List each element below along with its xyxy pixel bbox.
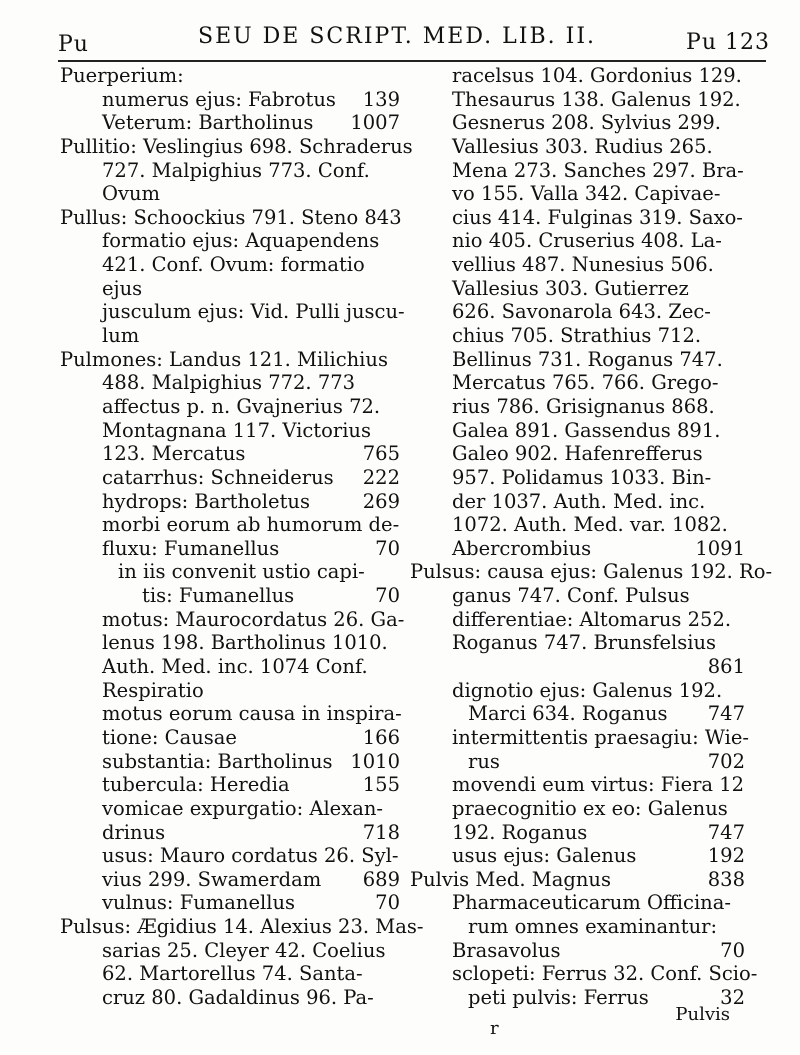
entry-page-ref: 192 [707,844,745,868]
right-column [410,64,773,1010]
entry-text: morbi eorum ab humorum de- [102,513,400,537]
entry-page-ref: 689 [362,867,400,891]
index-entry-line [410,442,745,466]
entry-text: 62. Martorellus 74. Santa- [102,962,363,986]
index-entry-line [410,135,745,159]
entry-page-ref: 747 [707,820,745,844]
index-entry-line [60,750,400,774]
entry-text: Marci 634. Roganus [468,702,668,726]
entry-text: 957. Polidamus 1033. Bin- [452,465,712,489]
entry-text: Vallesius 303. Gutierrez [452,276,689,300]
entry-text: Vallesius 303. Rudius 265. [452,134,713,158]
entry-text: ganus 747. Conf. Pulsus [452,584,690,608]
entry-page-ref: 1010 [350,749,400,773]
index-entry-line [410,348,745,372]
index-entry-line [60,206,400,230]
entry-page-ref: 1091 [695,536,745,560]
index-entry-line [60,88,400,112]
entry-text: Gesnerus 208. Sylvius 299. [452,111,721,135]
entry-text: nio 405. Cruserius 408. La- [452,229,722,253]
header-rule [58,60,766,62]
entry-text: ejus [102,276,143,300]
entry-text: peti pulvis: Ferrus [468,985,649,1009]
entry-text: affectus p. n. Gvajnerius 72. [102,394,381,418]
index-entry-line [410,182,745,206]
index-entry-line [410,277,745,301]
index-entry-line [60,111,400,135]
entry-page-ref: 718 [362,820,400,844]
index-entry-line [60,868,400,892]
index-entry-line [60,277,400,301]
index-entry-line [410,371,745,395]
entry-text: lum [102,324,140,348]
index-entry-line [60,844,400,868]
index-entry-line [60,986,400,1010]
index-entry-line [410,111,745,135]
index-entry-line [60,584,400,608]
index-entry-line [410,466,745,490]
entry-text: Galeo 902. Hafenrefferus [452,442,703,466]
index-entry-line [60,300,405,324]
entry-text: Galea 891. Gassendus 891. [452,418,721,442]
entry-text: Pulsus: Ægidius 14. Alexius 23. Mas- [60,915,424,939]
index-entry-line [60,159,400,183]
index-entry-line [410,821,745,845]
entry-text: Puerperium: [60,64,184,87]
index-entry-line [60,607,405,632]
entry-text: Pullitio: Veslingius 698. Schraderus [60,134,413,158]
entry-text: racelsus 104. Gordonius 129. [452,64,742,87]
entry-page-ref: 702 [707,749,745,773]
header-left: Pu [58,32,89,57]
index-entry-line [60,537,400,561]
index-entry-line [60,915,424,939]
entry-page-ref: 70 [375,584,400,608]
entry-text: Respiratio [102,678,204,702]
index-entry-line [410,537,745,561]
index-entry-line [410,324,745,348]
index-entry-line [410,88,745,112]
entry-text: Pulmones: Landus 121. Milichius [60,347,388,371]
entry-text: Ovum [102,182,161,206]
index-entry-line [410,229,745,253]
entry-text: formatio ejus: Aquapendens [102,229,380,253]
index-entry-line [60,773,400,797]
index-entry-line [60,64,400,88]
index-entry-line [410,206,745,230]
entry-page-ref: 765 [362,442,400,466]
entry-text: chius 705. Strathius 712. [452,324,702,348]
entry-text: usus ejus: Galenus [452,844,637,868]
index-entry-line [60,631,400,655]
index-entry-line [60,253,400,277]
index-entry-line [60,229,400,253]
index-entry-line [60,348,400,372]
index-entry-line [60,797,400,821]
catchword: Pulvis [675,1004,730,1025]
entry-page-ref: 139 [362,87,400,111]
entry-text: Thesaurus 138. Galenus 192. [452,87,741,111]
entry-text: Pharmaceuticarum Officina- [452,891,731,915]
entry-text: Pulsus: causa ejus: Galenus 192. Ro- [410,560,773,584]
entry-text: Roganus 747. Brunsfelsius [452,631,717,655]
index-entry-line [410,490,745,514]
index-entry-line [60,962,400,986]
entry-text: differentiae: Altomarus 252. [452,607,732,631]
entry-text: jusculum ejus: Vid. Pulli juscu- [102,300,405,324]
index-entry-line [60,939,400,963]
entry-text: 1072. Auth. Med. var. 1082. [452,513,728,537]
entry-text: vulnus: Fumanellus [102,891,296,915]
index-entry-line [60,466,400,490]
header-title: SEU DE SCRIPT. MED. LIB. II. [198,24,596,49]
index-entry-line [410,939,745,963]
index-entry-line [410,300,745,324]
entry-text: praecognitio ex eo: Galenus [452,796,728,820]
entry-text: motus eorum causa in inspira- [102,702,402,726]
index-entry-line [410,962,758,986]
entry-text: catarrhus: Schneiderus [102,465,334,489]
entry-text: sarias 25. Cleyer 42. Coelius [102,938,386,962]
entry-text: Bellinus 731. Roganus 747. [452,347,723,371]
index-entry-line [60,134,413,159]
entry-text: Mena 273. Sanches 297. Bra- [452,158,744,182]
running-header [58,14,770,57]
entry-page-ref: 70 [375,536,400,560]
entry-text: Brasavolus [452,938,561,962]
entry-text: intermittentis praesagiu: Wie- [452,725,749,749]
index-entry-line [60,726,400,750]
entry-text: der 1037. Auth. Med. inc. [452,489,706,513]
entry-page-ref: 70 [375,891,400,915]
entry-page-ref: 222 [362,465,400,489]
index-entry-line [410,868,745,892]
entry-text: 626. Savonarola 643. Zec- [452,300,711,324]
index-entry-line [410,253,745,277]
entry-text: Montagnana 117. Victorius [102,418,371,442]
index-entry-line [410,891,745,915]
entry-text: fluxu: Fumanellus [102,536,280,560]
entry-text: 192. Roganus [452,820,588,844]
index-entry-line [60,560,400,584]
index-entry-line [410,773,745,797]
index-entry-line [410,395,745,419]
entry-page-ref: 166 [362,725,400,749]
index-entry-line [60,442,400,466]
entry-text: in iis convenit ustio capi- [118,560,365,584]
entry-text: Abercrombius [452,536,592,560]
index-entry-line [410,915,745,939]
entry-text: drinus [102,820,166,844]
entry-page-ref: 861 [707,655,745,679]
index-entry-line [60,513,400,537]
index-entry-line [60,182,400,206]
entry-text: 421. Conf. Ovum: formatio [102,253,365,277]
entry-text: Auth. Med. inc. 1074 Conf. [102,655,368,679]
index-entry-line [60,324,400,348]
entry-page-ref: 155 [362,773,400,797]
index-entry-line [60,490,400,514]
index-entry-line [410,560,773,584]
entry-text: 123. Mercatus [102,442,246,466]
index-entry-line [410,608,745,632]
index-entry-line [410,64,745,88]
entry-text: Mercatus 765. 766. Grego- [452,371,719,395]
entry-text: sclopeti: Ferrus 32. Conf. Scio- [452,962,758,986]
entry-text: 727. Malpighius 773. Conf. [102,158,370,182]
entry-text: cruz 80. Gadaldinus 96. Pa- [102,985,374,1009]
entry-text: tione: Causae [102,725,237,749]
entry-text: numerus ejus: Fabrotus [102,87,336,111]
left-column [60,64,424,1010]
entry-text: Pulvis Med. Magnus [410,867,611,891]
index-entry-line [410,159,745,183]
index-entry-line [60,679,400,703]
entry-text: movendi eum virtus: Fiera 12 [452,773,745,797]
entry-text: Pullus: Schoockius 791. Steno 843 [60,205,402,229]
entry-text: rus [468,749,500,773]
entry-page-ref: 747 [707,702,745,726]
entry-text: substantia: Bartholinus [102,749,333,773]
index-entry-line [410,631,745,655]
index-entry-line [60,419,400,443]
entry-text: dignotio ejus: Galenus 192. [452,678,723,702]
entry-text: 488. Malpighius 772. 773 [102,371,356,395]
entry-page-ref: 838 [707,867,745,891]
index-entry-line [60,395,400,419]
index-entry-line [410,584,745,608]
entry-text: lenus 198. Bartholinus 1010. [102,631,388,655]
index-entry-line [410,679,745,703]
index-entry-line [60,702,400,726]
entry-text: rius 786. Grisignanus 868. [452,394,715,418]
index-entry-line [410,797,745,821]
entry-text: vellius 487. Nunesius 506. [452,253,714,277]
entry-text: usus: Mauro cordatus 26. Syl- [102,844,399,868]
entry-text: tis: Fumanellus [142,584,295,608]
index-entry-line [60,371,400,395]
entry-text: hydrops: Bartholetus [102,489,310,513]
index-entry-line [410,702,745,726]
index-entry-line [410,513,745,537]
index-entry-line [60,655,400,679]
index-entry-line [410,655,745,679]
entry-page-ref: 70 [720,938,745,962]
entry-page-ref: 32 [720,985,745,1009]
entry-text: tubercula: Heredia [102,773,290,797]
signature-mark: r [490,1018,499,1039]
entry-page-ref: 1007 [350,111,400,135]
index-entry-line [410,750,745,774]
entry-text: vius 299. Swamerdam [102,867,322,891]
index-entry-line [410,725,749,750]
entry-text: Veterum: Bartholinus [102,111,314,135]
entry-text: cius 414. Fulginas 319. Saxo- [452,205,743,229]
index-entry-line [410,419,745,443]
index-entry-line [410,844,745,868]
index-entry-line [60,891,400,915]
index-entry-line [60,821,400,845]
entry-page-ref: 269 [362,489,400,513]
entry-text: motus: Maurocordatus 26. Ga- [102,607,405,631]
entry-text: vo 155. Valla 342. Capivae- [452,182,721,206]
entry-text: vomicae expurgatio: Alexan- [102,796,383,820]
entry-text: rum omnes examinantur: [468,915,718,939]
header-page-number: Pu 123 [686,30,770,55]
